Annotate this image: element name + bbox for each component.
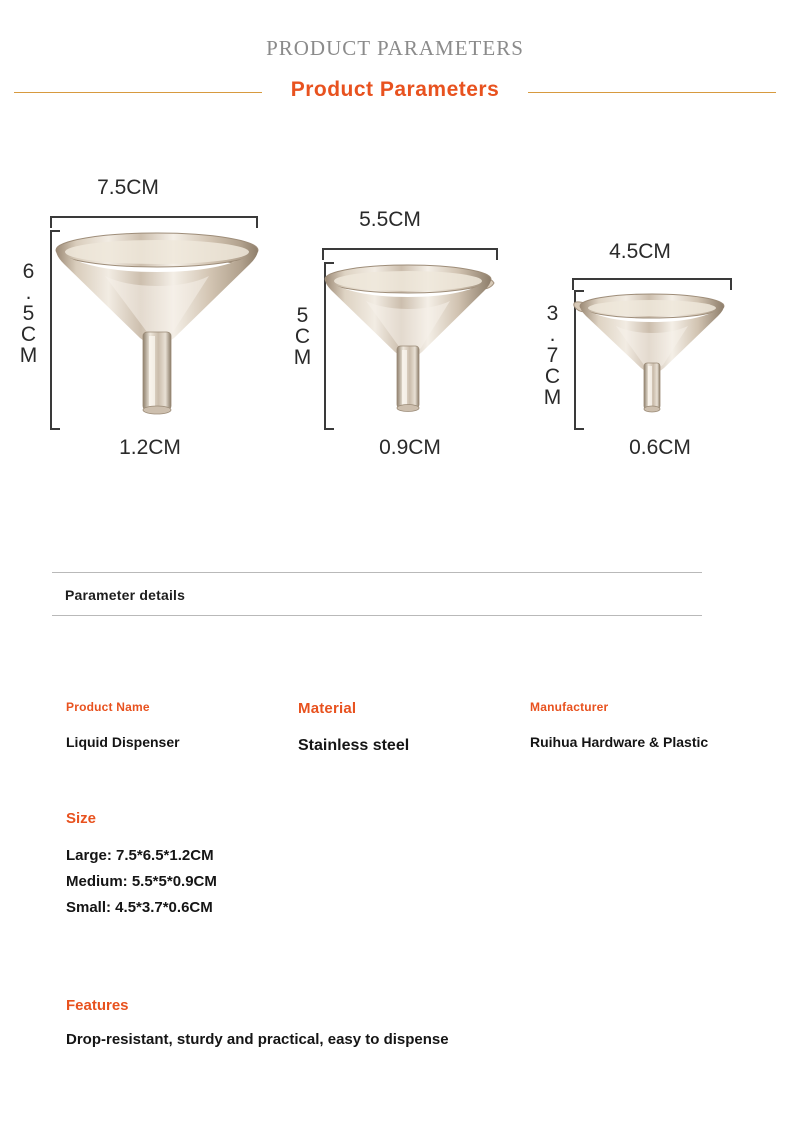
spec-cell-manufacturer — [530, 700, 766, 755]
funnel-large-height-label: 6.5CM — [17, 260, 40, 365]
funnel-large-width-tick-right — [256, 216, 258, 228]
page-title-chinese: Product Parameters — [290, 78, 500, 101]
spec-cell-size — [66, 810, 486, 921]
spec-value-material: Stainless steel — [298, 737, 410, 754]
spec-value-features: Drop-resistant, sturdy and practical, easy to dispense — [66, 1031, 449, 1048]
details-section-title: Parameter details — [65, 587, 186, 603]
page-title-english: PRODUCT PARAMETERS — [266, 36, 524, 60]
spec-grid — [66, 700, 766, 755]
funnel-large-height-tick-bottom — [50, 428, 60, 430]
funnel-medium-spout-label: 0.9CM — [379, 436, 441, 459]
funnel-medium-width-tick-right — [496, 248, 498, 260]
spec-key-features: Features — [66, 997, 129, 1014]
spec-value-product-name: Liquid Dispenser — [66, 734, 180, 750]
funnel-medium — [280, 140, 530, 480]
spec-key-material: Material — [298, 700, 357, 717]
funnel-medium-height-label: 5CM — [291, 304, 314, 367]
spec-value-size — [66, 843, 486, 921]
spec-key-product-name: Product Name — [66, 700, 150, 714]
size-line-small: Small: 4.5*3.7*0.6CM — [66, 899, 213, 916]
section-title-band — [0, 78, 790, 108]
funnel-small-spout-label: 0.6CM — [629, 436, 691, 459]
funnel-large-image — [45, 228, 275, 428]
funnel-large-spout-label: 1.2CM — [119, 436, 181, 459]
funnel-small-height-label: 3.7CM — [541, 302, 564, 407]
size-line-large: Large: 7.5*6.5*1.2CM — [66, 847, 214, 864]
funnel-medium-width-tick-left — [322, 248, 324, 260]
spec-key-manufacturer: Manufacturer — [530, 700, 609, 714]
funnel-small-width-label: 4.5CM — [609, 240, 671, 263]
spec-cell-product-name — [66, 700, 298, 755]
spec-cell-features — [66, 997, 706, 1048]
spec-row — [66, 700, 766, 755]
spec-value-manufacturer: Ruihua Hardware & Plastic — [530, 734, 709, 750]
funnel-large-width-tick-left — [50, 216, 52, 228]
funnel-diagram — [0, 140, 790, 480]
funnel-large-width-label: 7.5CM — [97, 176, 159, 199]
funnel-large — [0, 140, 280, 480]
funnel-small-image — [570, 288, 745, 433]
details-rule-bottom — [52, 615, 702, 616]
spec-key-size: Size — [66, 810, 97, 827]
funnel-large-width-rule — [50, 216, 258, 218]
spec-cell-material — [298, 700, 530, 755]
funnel-medium-width-rule — [322, 248, 498, 250]
size-line-medium: Medium: 5.5*5*0.9CM — [66, 873, 217, 890]
funnel-medium-image — [318, 260, 513, 430]
funnel-medium-width-label: 5.5CM — [359, 208, 421, 231]
funnel-small-width-rule — [572, 278, 732, 280]
funnel-small — [530, 140, 780, 480]
parameter-details-section — [52, 572, 712, 616]
